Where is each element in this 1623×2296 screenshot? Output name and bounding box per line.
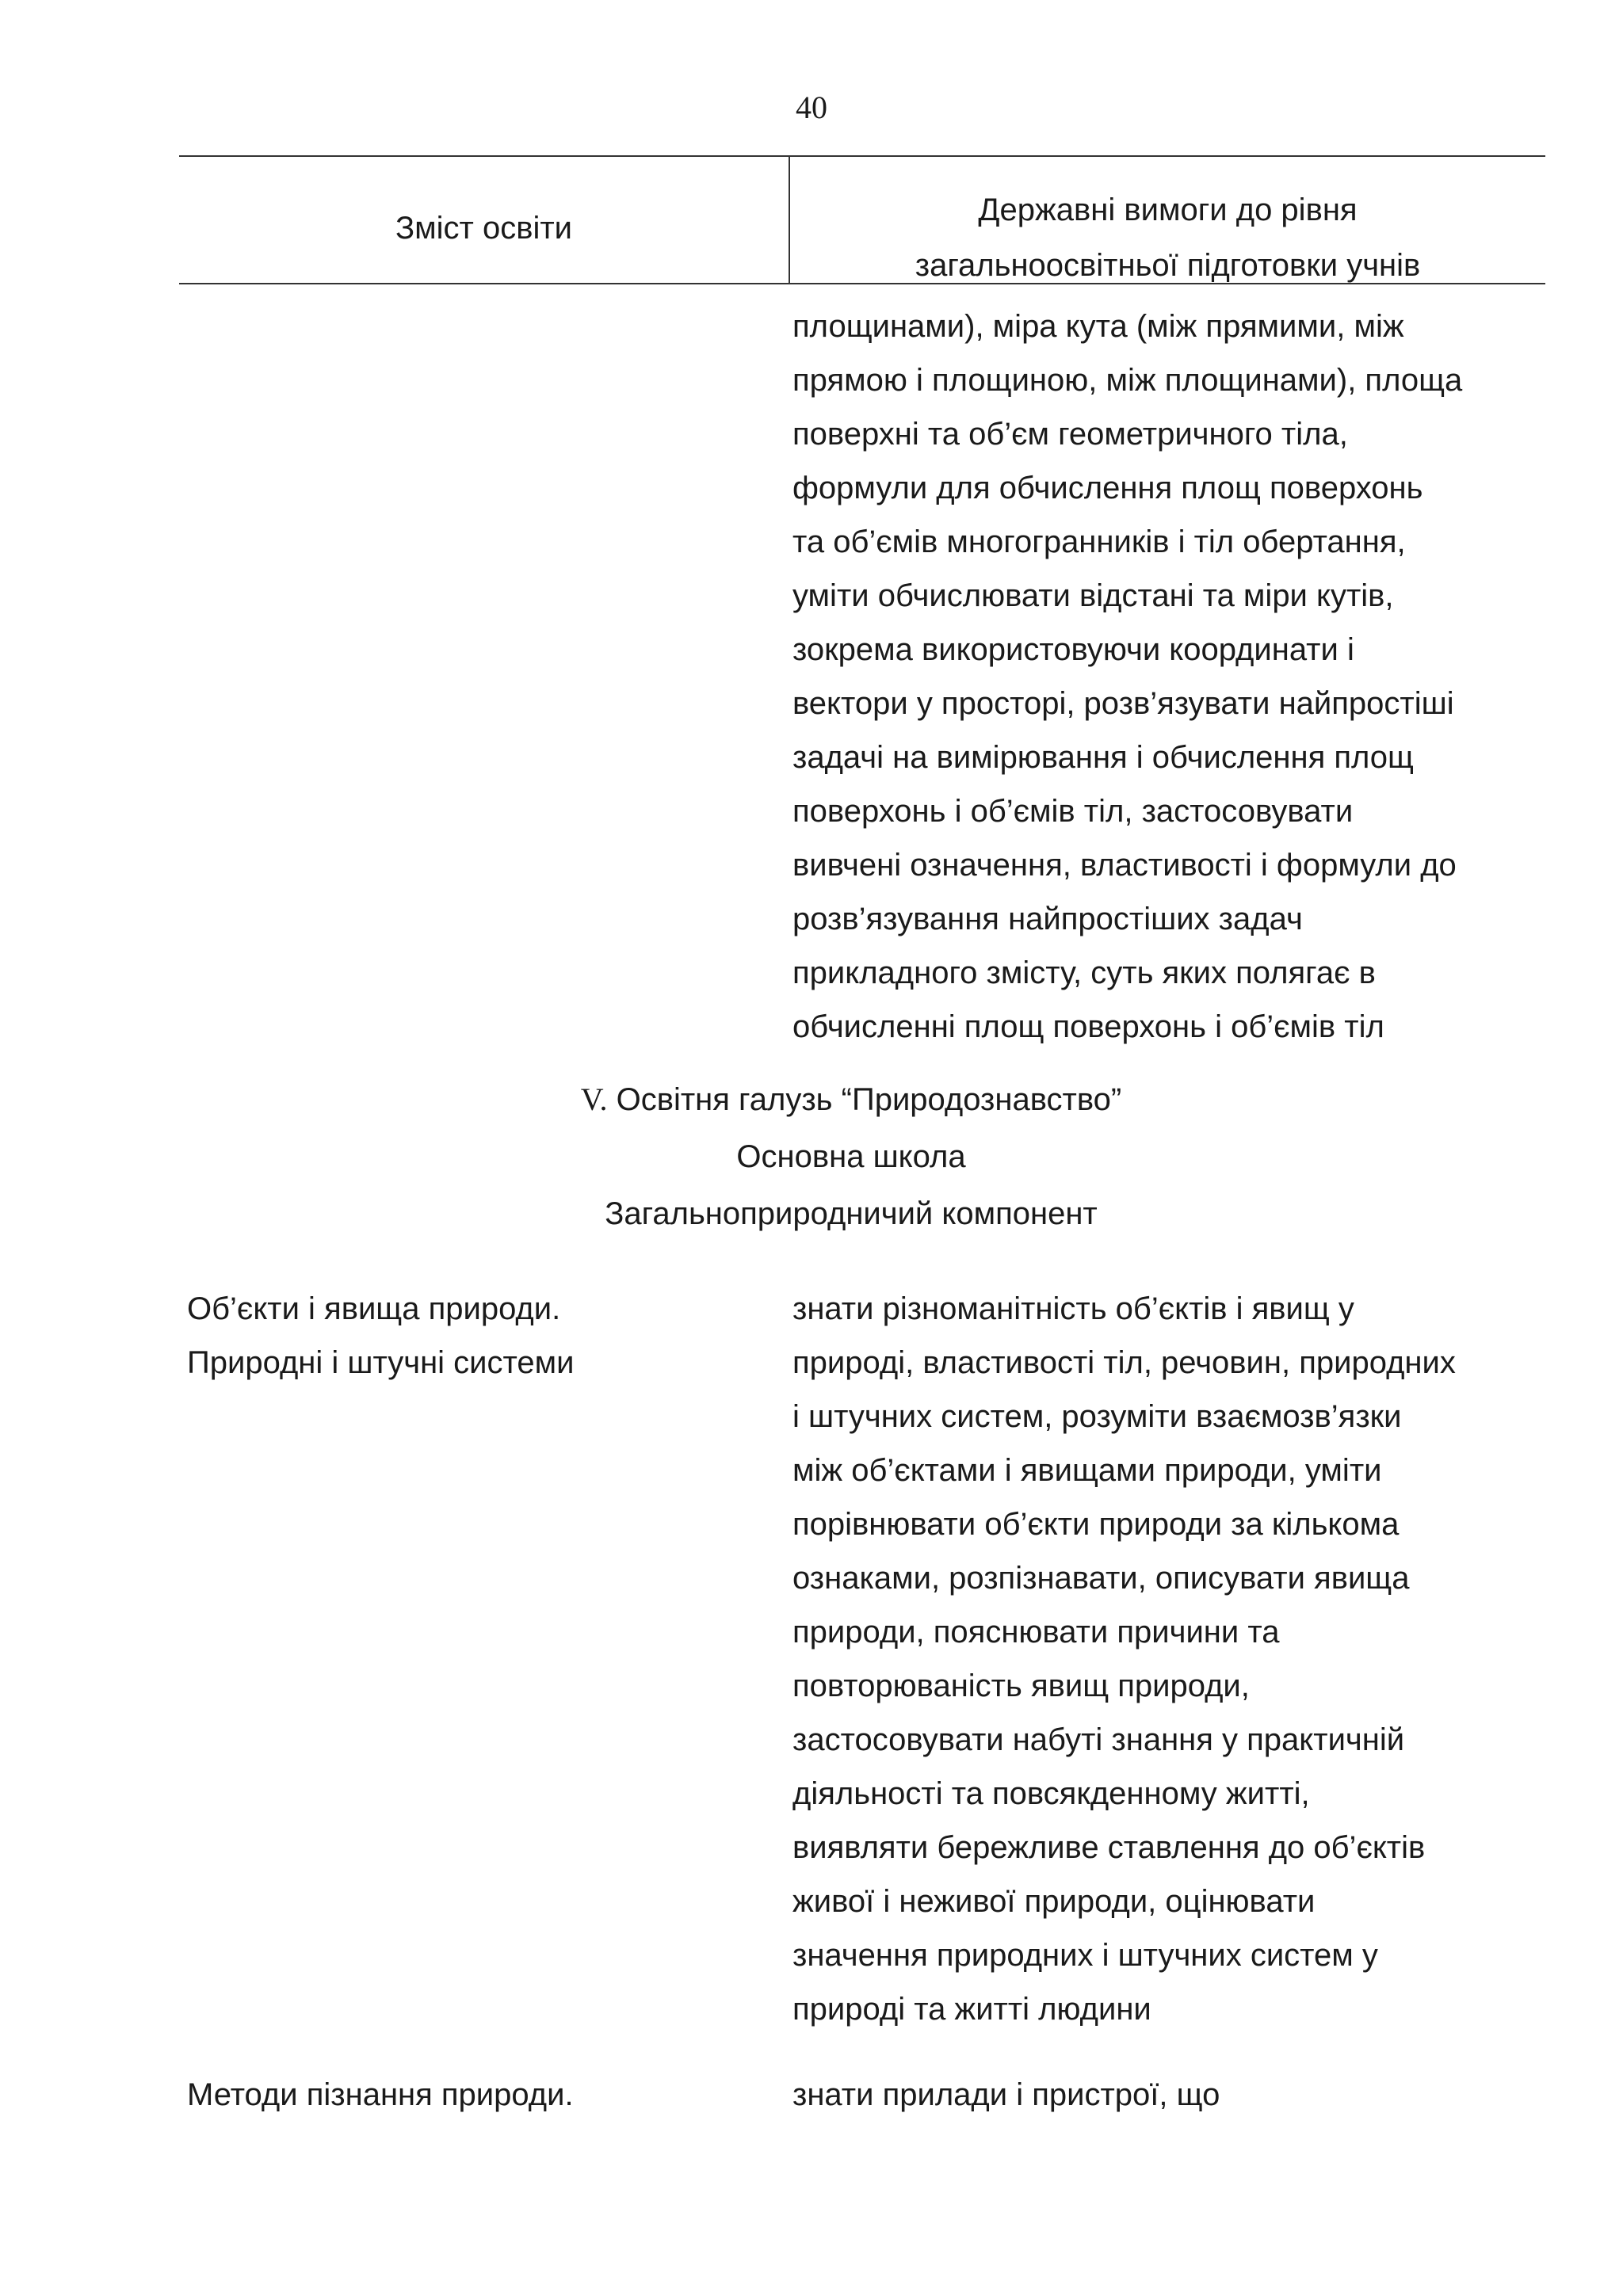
text-line: живої і неживої природи, оцінювати xyxy=(792,1884,1316,1919)
text-line: знати різноманітність об’єктів і явищ у xyxy=(792,1291,1354,1326)
row-1-content xyxy=(187,1282,773,1390)
header-content-of-education: Зміст освіти xyxy=(395,211,573,246)
text-line: діяльності та повсякденному житті, xyxy=(792,1776,1310,1811)
section-school-level: Основна школа xyxy=(736,1139,966,1174)
section-roman-numeral: V. xyxy=(580,1081,608,1117)
text-line: природі, властивості тіл, речовин, природних xyxy=(792,1345,1456,1380)
continuation-requirements xyxy=(792,299,1553,1054)
text-line: Методи пізнання природи. xyxy=(187,2077,574,2112)
text-line: уміти обчислювати відстані та міри кутів, xyxy=(792,578,1394,613)
text-line: площинами), міра кута (між прямими, між xyxy=(792,309,1404,344)
page-number: 40 xyxy=(796,90,827,125)
text-line: зокрема використовуючи координати і xyxy=(792,632,1354,667)
text-line: виявляти бережливе ставлення до об’єктів xyxy=(792,1830,1426,1865)
text-line: порівнювати об’єкти природи за кількома xyxy=(792,1507,1400,1542)
text-line: Об’єкти і явища природи. xyxy=(187,1291,561,1326)
text-line: формули для обчислення площ поверхонь xyxy=(792,471,1423,505)
text-line: між об’єктами і явищами природи, уміти xyxy=(792,1453,1382,1488)
header-right-line: Державні вимоги до рівня xyxy=(978,193,1358,227)
text-line: прямою і площиною, між площинами), площа xyxy=(792,363,1463,398)
row-1-requirements xyxy=(792,1282,1553,2036)
text-line: вивчені означення, властивості і формули до xyxy=(792,848,1457,883)
text-line: і штучних систем, розуміти взаємозв’язки xyxy=(792,1399,1402,1434)
section-heading xyxy=(0,1081,1623,1119)
table-header xyxy=(179,155,1545,284)
text-line: ознаками, розпізнавати, описувати явища xyxy=(792,1561,1410,1596)
row-2-content xyxy=(187,2068,773,2122)
text-line: поверхонь і об’ємів тіл, застосовувати xyxy=(792,794,1354,829)
text-line: обчисленні площ поверхонь і об’ємів тіл xyxy=(792,1009,1384,1044)
text-line: застосовувати набуті знання у практичній xyxy=(792,1722,1405,1757)
text-line: повторюваність явищ природи, xyxy=(792,1669,1250,1703)
text-line: задачі на вимірювання і обчислення площ xyxy=(792,740,1414,775)
row-2-requirements xyxy=(792,2068,1553,2122)
section-component: Загальноприродничий компонент xyxy=(605,1196,1098,1231)
text-line: природи, пояснювати причини та xyxy=(792,1615,1280,1650)
text-line: знати прилади і пристрої, що xyxy=(792,2077,1220,2112)
text-line: прикладного змісту, суть яких полягає в xyxy=(792,955,1376,990)
text-line: Природні і штучні системи xyxy=(187,1345,575,1380)
text-line: розв’язування найпростіших задач xyxy=(792,902,1303,936)
text-line: значення природних і штучних систем у xyxy=(792,1938,1378,1973)
text-line: природі та житті людини xyxy=(792,1992,1151,2027)
text-line: вектори у просторі, розв’язувати найпростіші xyxy=(792,686,1454,721)
section-title: Освітня галузь “Природознавство” xyxy=(607,1082,1122,1117)
header-state-requirements xyxy=(790,182,1545,293)
text-line: та об’ємів многогранників і тіл обертання, xyxy=(792,524,1406,559)
text-line: поверхні та об’єм геометричного тіла, xyxy=(792,417,1348,452)
header-right-line: загальноосвітньої підготовки учнів xyxy=(915,248,1421,283)
